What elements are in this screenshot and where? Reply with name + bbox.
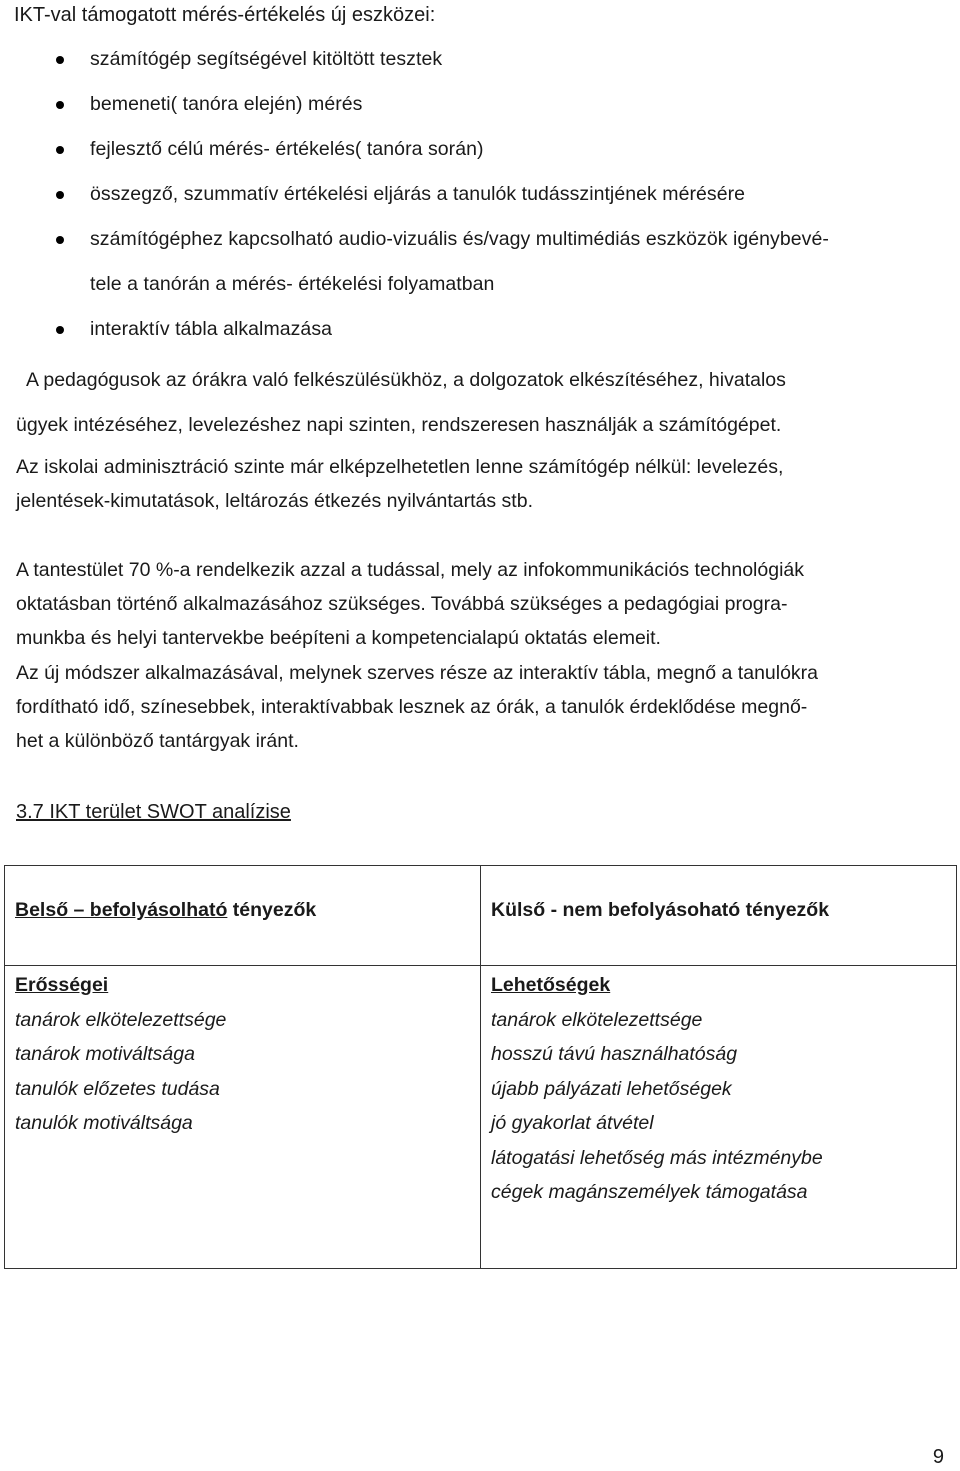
paragraph-line: Az új módszer alkalmazásával, melynek szerves része az interaktív tábla, megnő a tanulókra — [16, 662, 819, 684]
list-item: újabb pályázati lehetőségek — [491, 1077, 732, 1100]
paragraph-line: fordítható idő, színesebbek, interaktívabbak lesznek az órák, a tanulók érdeklődése megnő- — [16, 696, 808, 718]
bullet-dot-icon — [56, 146, 64, 154]
intro-title: IKT-val támogatott mérés-értékelés új eszközei: — [14, 4, 436, 26]
list-item — [0, 127, 960, 172]
strengths-cell — [5, 966, 481, 1269]
list-item-continuation — [0, 262, 960, 307]
table-row — [5, 966, 957, 1269]
list-item — [0, 217, 960, 262]
bullet-dot-icon — [56, 236, 64, 244]
list-item-text: számítógép segítségével kitöltött tesztek — [90, 48, 443, 70]
list-item: látogatási lehetőség más intézménybe — [491, 1146, 823, 1169]
paragraph-line: A pedagógusok az órákra való felkészülésükhöz, a dolgozatok elkészítéséhez, hivatalos — [26, 369, 786, 391]
list-item: cégek magánszemélyek támogatása — [491, 1181, 808, 1203]
paragraph-line: munkba és helyi tantervekbe beépíteni a kompetencialapú oktatás elemeit. — [16, 627, 661, 649]
list-item: tanárok elkötelezettsége — [15, 1008, 227, 1031]
list-item — [0, 172, 960, 217]
list-item: tanulók előzetes tudása — [15, 1077, 220, 1100]
paragraph-method — [16, 656, 944, 758]
paragraph-line: A tantestület 70 %-a rendelkezik azzal a tudással, mely az infokommunikációs technológiák — [16, 559, 804, 581]
strengths-title: Erősségei — [15, 974, 109, 996]
paragraph-staff — [16, 553, 944, 655]
paragraph-teachers — [16, 358, 944, 448]
paragraph-line: oktatásban történő alkalmazásához szükséges. Továbbá szükséges a pedagógiai progra- — [16, 593, 788, 615]
paragraph-line: jelentések-kimutatások, leltározás étkezés nyilvántartás stb. — [16, 490, 533, 512]
list-item: tanárok motiváltsága — [15, 1043, 195, 1065]
list-item: tanulók motiváltsága — [15, 1112, 193, 1134]
list-item — [0, 307, 960, 352]
external-factors-header: Külső - nem befolyásoható tényezők — [481, 866, 957, 966]
paragraph-line: het a különböző tantárgyak iránt. — [16, 730, 299, 752]
paragraph-line: Az iskolai adminisztráció szinte már elképzelhetetlen lenne számítógép nélkül: levelezés, — [16, 456, 784, 478]
list-item-text: bemeneti( tanóra elején) mérés — [90, 93, 363, 115]
list-item-text: összegző, szummatív értékelési eljárás a tanulók tudásszintjének mérésére — [90, 183, 746, 205]
section-heading: 3.7 IKT terület SWOT analízise — [16, 801, 291, 823]
list-item — [0, 82, 960, 127]
internal-factors-header — [5, 866, 481, 966]
page-number: 9 — [932, 1446, 944, 1468]
list-item-text: fejlesztő célú mérés- értékelés( tanóra során) — [90, 138, 484, 160]
list-item-text: tele a tanórán a mérés- értékelési folyamatban — [90, 273, 495, 295]
list-item: jó gyakorlat átvétel — [491, 1112, 654, 1134]
bullet-dot-icon — [56, 56, 64, 64]
bullet-dot-icon — [56, 326, 64, 334]
paragraph-line: ügyek intézéséhez, levelezéshez napi szinten, rendszeresen használják a számítógépet. — [16, 414, 782, 436]
list-item — [0, 37, 960, 82]
bullet-dot-icon — [56, 101, 64, 109]
internal-factors-header-rest: tényezők — [227, 899, 317, 921]
table-header-row — [5, 866, 957, 966]
bullet-dot-icon — [56, 191, 64, 199]
swot-table — [4, 865, 957, 1269]
tool-list — [0, 37, 960, 352]
list-item-text: számítógéphez kapcsolható audio-vizuális és/vagy multimédiás eszközök igénybevé- — [90, 228, 829, 250]
list-item: tanárok elkötelezettsége — [491, 1008, 703, 1031]
paragraph-administration — [16, 450, 944, 518]
list-item: hosszú távú használhatóság — [491, 1043, 738, 1065]
opportunities-cell — [481, 966, 957, 1269]
list-item-text: interaktív tábla alkalmazása — [90, 318, 333, 340]
internal-factors-header-underlined: Belső – befolyásolható — [15, 899, 228, 921]
opportunities-title: Lehetőségek — [491, 974, 611, 996]
